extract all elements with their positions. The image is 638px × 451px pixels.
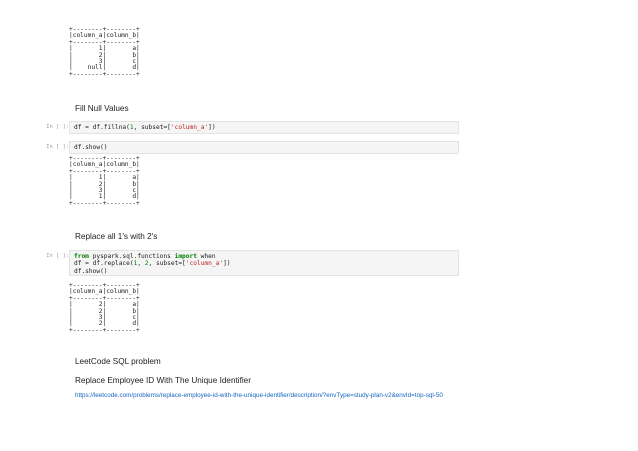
code-cell-fillna[interactable] xyxy=(45,121,459,134)
code-line-3: df.show() xyxy=(74,267,108,275)
code-input-show[interactable] xyxy=(69,141,459,154)
code-input-replace[interactable] xyxy=(69,250,459,276)
heading-fill-null-values: Fill Null Values xyxy=(75,104,129,113)
cell-prompt: In [ ]: xyxy=(46,253,69,259)
output-table-2: +--------+--------+ |column_a|column_b| +--------+--------+ | 1| a| | 2| b| | 3| c| | 1| d| +--------+--------+ xyxy=(69,155,140,207)
leetcode-problem-link[interactable]: https://leetcode.com/problems/replace-employee-id-with-the-unique-identifier/description/?envType=study-plan-v2&envId=top-sql-50 xyxy=(75,392,443,399)
code-line: df.show() xyxy=(74,144,108,151)
code-line: df = df.fillna(1, subset=['column_a']) xyxy=(74,124,216,131)
heading-leetcode-sql: LeetCode SQL problem xyxy=(75,357,161,366)
code-line-1: from pyspark.sql.functions import when xyxy=(74,253,216,260)
cell-prompt: In [ ]: xyxy=(46,124,69,130)
heading-replace-values: Replace all 1's with 2's xyxy=(75,232,158,241)
code-cell-show[interactable] xyxy=(45,141,459,154)
code-line-2: df = df.replace(1, 2, subset=['column_a']) xyxy=(74,260,231,268)
output-table-1: +--------+--------+ |column_a|column_b| +--------+--------+ | 1| a| | 2| b| | 3| c| | null| d| +--------+--------+ xyxy=(69,26,140,78)
heading-replace-employee-id: Replace Employee ID With The Unique Identifier xyxy=(75,376,251,385)
code-cell-replace[interactable] xyxy=(45,250,459,276)
cell-prompt: In [ ]: xyxy=(46,144,69,150)
code-input-fillna[interactable] xyxy=(69,121,459,134)
output-table-3: +--------+--------+ |column_a|column_b| +--------+--------+ | 2| a| | 2| b| | 3| c| | 2| d| +--------+--------+ xyxy=(69,282,140,334)
